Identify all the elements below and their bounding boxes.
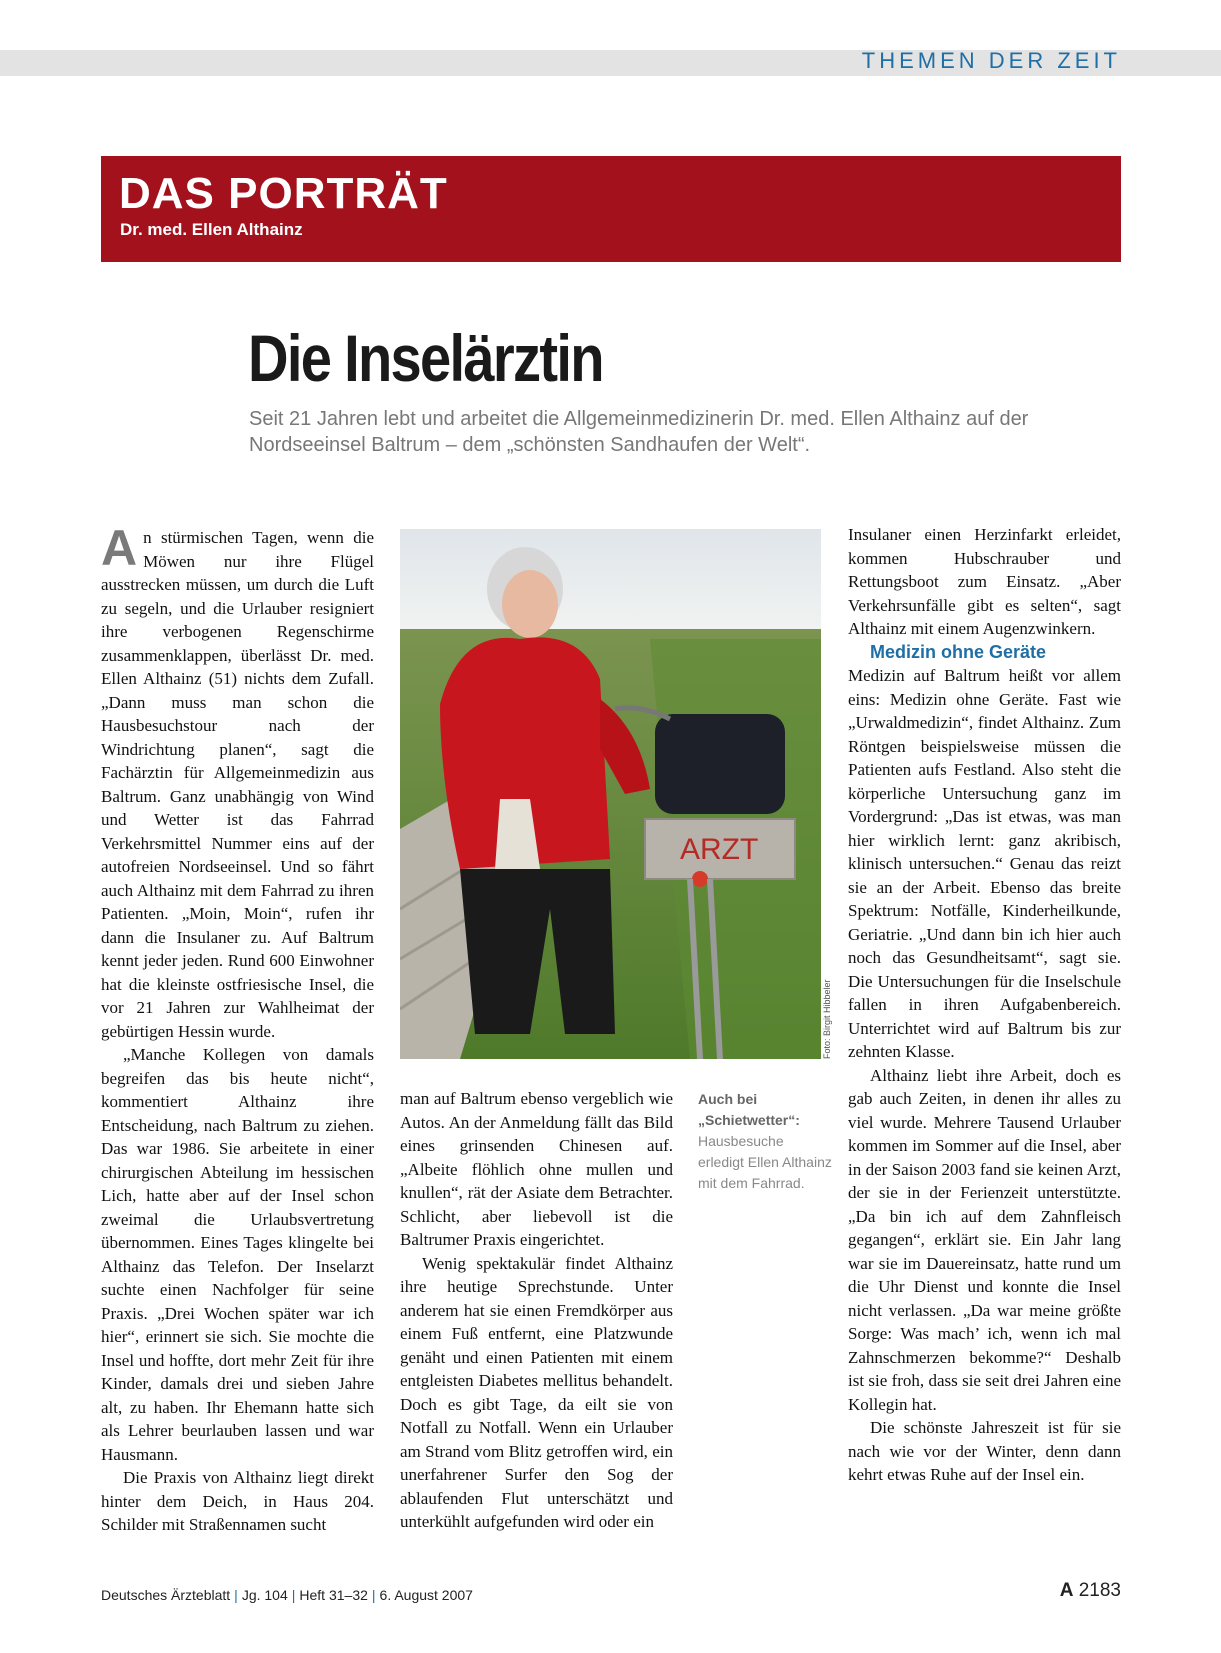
journal-name: Deutsches Ärzteblatt [101,1587,231,1603]
paragraph: Die schönste Jahreszeit ist für sie nach wie vor der Winter, denn dann kehrt etwas Ruhe auf der Insel ein. [848,1418,1121,1484]
photo-caption [698,1089,833,1194]
caption-lead: Auch bei „Schietwetter“: [698,1091,800,1128]
paragraph: „Manche Kollegen von damals begreifen das bis heute nicht“, kommentiert Althainz ihre Entscheidung, nach Baltrum zu ziehen. Das war 1986. Sie arbeitete in einer chirurgischen Abteilung im hessischen Lich, hatte aber auf der Insel schon zweimal die Urlaubsvertretung übernommen. Eines Tages klingelte bei Althainz das Telefon. Der Inselarzt suchte einen Nachfolger für seine Praxis. „Drei Wochen später war ich hier“, erinnert sie sich. Sie mochte die Insel und hoffte, dort mehr Zeit für ihre Kinder, damals drei und sieben Jahre alt, zu haben. Ihr Ehemann hatte sich als Lehrer beurlauben lassen und war Hausmann. [101,1045,374,1464]
text-column-2 [400,1087,673,1534]
text-column-1 [101,520,374,1537]
portrait-banner [101,156,1121,262]
article-lead: Seit 21 Jahren lebt und arbeitet die Allgemeinmedizinerin Dr. med. Ellen Althainz auf der Nordseeinsel Baltrum – dem „schönsten Sandhaufen der Welt“. [249,408,1029,456]
text-column-3 [848,523,1121,1487]
paragraph: man auf Baltrum ebenso vergeblich wie Autos. An der Anmeldung fällt das Bild eines grinsenden Chinesen auf. „Albeite flöhlich ohne mullen und knullen“, rät der Asiate dem Betrachter. Schlicht, aber liebevoll ist die Baltrumer Praxis eingerichtet. [400,1089,673,1249]
section-subheading: Medizin ohne Geräte [870,641,1047,662]
journal-volume: Jg. 104 [241,1587,288,1603]
article-headline: Die Inselärztin [248,321,603,395]
photo-credit: Foto: Birgit Hibbeler [822,979,832,1059]
drop-cap: A [101,520,138,576]
paragraph: Wenig spektakulär findet Althainz ihre heutige Sprechstunde. Unter anderem hat sie einen Fremdkörper aus einem Fuß entfernt, eine Platzwunde genäht und einen Patienten mit einem entgleisten Diabetes mellitus behandelt. Doch es gibt Tage, da eilt sie von Notfall zu Notfall. Wenn ein Urlauber am Strand vom Blitz getroffen wird, ein unerfahrener Surfer den Sog der ablaufenden Flut unterschätzt und unterkühlt aufgefunden wird oder ein [400,1253,673,1531]
page-footer: Deutsches Ärzteblatt | Jg. 104 | Heft 31–32 | 6. August 2007 [101,1587,473,1603]
paragraph: Althainz liebt ihre Arbeit, doch es gab auch Zeiten, in denen ihr alles zu viel wurde. Mehrere Tausend Urlauber kommen im Sommer auf die Insel, aber in der Saison 2003 fand sie keinen Arzt, der sie in der Ferienzeit unterstützte. „Da bin ich auf dem Zahnfleisch gegangen“, erklärt sie. Ein Jahr lang war sie im Dauereinsatz, hatte rund um die Uhr Dienst und konnte die Insel nicht verlassen. „Da war meine größte Sorge: Was mach’ ich, wenn ich mal Zahnschmerzen bekomme?“ Deshalb ist sie froh, dass sie seit drei Jahren eine Kollegin hat. [848,1065,1121,1414]
page-number: A 2183 [1059,1580,1121,1601]
paragraph: Insulaner einen Herzinfarkt erleidet, kommen Hubschrauber und Rettungsboot zum Einsatz. „Aber Verkehrsunfälle gibt es selten“, sagt Althainz mit einem Augenzwinkern. [848,525,1121,638]
paragraph: Die Praxis von Althainz liegt direkt hinter dem Deich, in Haus 204. Schilder mit Straßennamen sucht [101,1468,374,1534]
bike-sign-text: ARZT [680,833,759,866]
woman-with-bicycle-photo [400,529,821,1059]
article-photo [400,529,821,1059]
issue-date: 6. August 2007 [379,1587,473,1603]
banner-title: DAS PORTRÄT [119,169,448,218]
paragraph: An stürmischen Tagen, wenn die Möwen nur ihre Flügel ausstrecken müssen, um durch die Luft zu segeln, und die Urlauber resigniert ihre verbogenen Regenschirme zusammenklappen, überlässt Dr. med. Ellen Althainz (51) nichts dem Zufall. „Dann muss man schon die Hausbesuchstour nach der Windrichtung planen“, sagt die Fachärztin für Allgemeinmedizin aus Baltrum. Ganz unabhängig von Wind und Wetter ist das Fahrrad Verkehrsmittel Nummer eins auf der autofreien Nordseeinsel. Und so fährt auch Althainz mit dem Fahrrad zu ihren Patienten. „Moin, Moin“, rufen ihr dann die Insulaner zu. Auf Baltrum kennt jeder jeden. Rund 600 Einwohner hat die kleinste ostfriesische Insel, die vor 21 Jahren zur Wahlheimat der gebürtigen Hessin wurde. [101,520,374,1041]
journal-issue: Heft 31–32 [299,1587,368,1603]
banner-subtitle: Dr. med. Ellen Althainz [120,220,303,239]
paragraph: Medizin auf Baltrum heißt vor allem eins: Medizin ohne Geräte. Fast wie „Urwaldmedizin“, findet Althainz. Zum Röntgen beispielsweise müssen die Patienten aufs Festland. Also steht die körperliche Untersuchung ganz im Vordergrund: „Das ist etwas, was man hier wirklich lernt: ganz akribisch, klinisch untersuchen.“ Genau das reizt sie an der Arbeit. Ebenso das breite Spektrum: Notfälle, Kinderheilkunde, Geriatrie. „Und dann bin ich hier auch noch das Gesundheitsamt“, sagt sie. Die Untersuchungen für die Inselschule fallen in ihren Aufgabenbereich. Unterrichtet wird auf Baltrum bis zur zehnten Klasse. [848,666,1121,1061]
section-label: THEMEN DER ZEIT [861,48,1121,73]
caption-text: Hausbesuche erledigt Ellen Althainz mit dem Fahrrad. [698,1133,832,1191]
